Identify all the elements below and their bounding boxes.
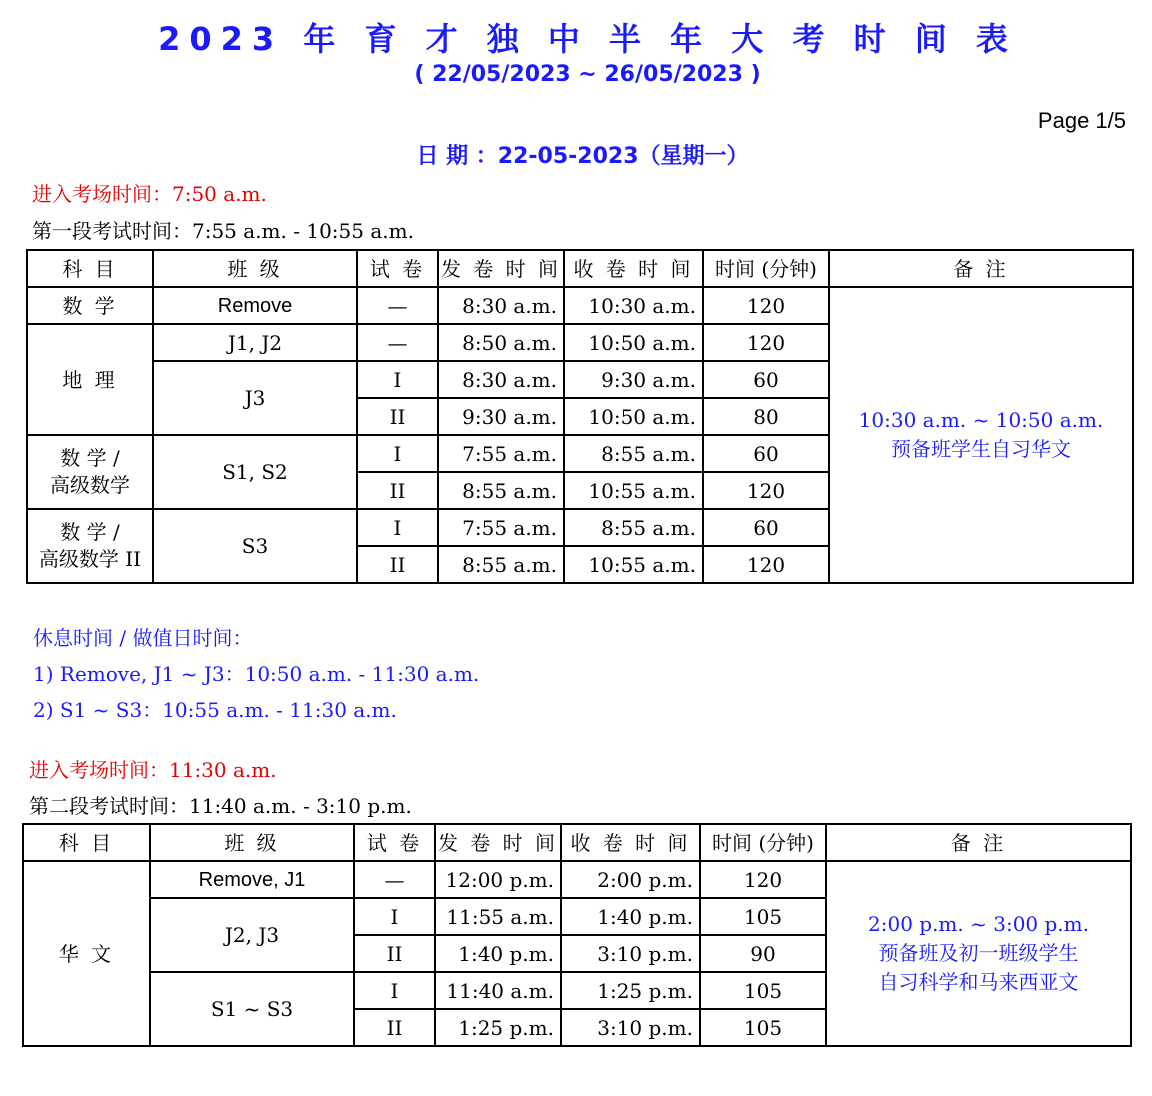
paper-cell: I (354, 898, 435, 935)
class-cell: Remove (153, 287, 357, 324)
paper-cell: — (357, 324, 438, 361)
column-header: 备 注 (829, 250, 1133, 287)
session2-entry-time: 进入考场时间：11:30 a.m. (29, 758, 277, 782)
remarks-cell (826, 861, 1131, 1046)
table-row (27, 287, 1133, 324)
start-time-cell: 1:25 p.m. (435, 1009, 561, 1046)
end-time-cell: 10:50 a.m. (564, 398, 703, 435)
start-time-cell: 8:30 a.m. (438, 361, 564, 398)
end-time-cell: 2:00 p.m. (561, 861, 700, 898)
subject-cell: 数 学 / 高级数学 II (27, 509, 153, 583)
end-time-cell: 9:30 a.m. (564, 361, 703, 398)
subject-cell: 数 学 (27, 287, 153, 324)
end-time-cell: 1:40 p.m. (561, 898, 700, 935)
class-cell: J2, J3 (150, 898, 354, 972)
paper-cell: I (354, 972, 435, 1009)
minutes-cell: 90 (700, 935, 826, 972)
column-header: 班 级 (153, 250, 357, 287)
column-header: 发 卷 时 间 (438, 250, 564, 287)
end-time-cell: 1:25 p.m. (561, 972, 700, 1009)
remark-text: 自习科学和马来西亚文 (878, 970, 1079, 994)
paper-cell: — (354, 861, 435, 898)
table-row (23, 861, 1131, 898)
break-item: 2) S1 ~ S3：10:55 a.m. - 11:30 a.m. (33, 698, 397, 722)
column-header: 收 卷 时 间 (564, 250, 703, 287)
paper-cell: II (354, 935, 435, 972)
end-time-cell: 3:10 p.m. (561, 1009, 700, 1046)
start-time-cell: 8:50 a.m. (438, 324, 564, 361)
column-header: 班 级 (150, 824, 354, 861)
minutes-cell: 120 (703, 324, 829, 361)
paper-cell: I (357, 361, 438, 398)
minutes-cell: 60 (703, 509, 829, 546)
start-time-cell: 7:55 a.m. (438, 509, 564, 546)
end-time-cell: 10:50 a.m. (564, 324, 703, 361)
column-header: 备 注 (826, 824, 1131, 861)
date-range: ( 22/05/2023 ~ 26/05/2023 ) (414, 62, 761, 87)
class-cell: S3 (153, 509, 357, 583)
class-cell: J1, J2 (153, 324, 357, 361)
class-cell: S1 ~ S3 (150, 972, 354, 1046)
minutes-cell: 120 (703, 472, 829, 509)
session1-exam-period: 第一段考试时间：7:55 a.m. - 10:55 a.m. (32, 219, 414, 243)
start-time-cell: 8:55 a.m. (438, 546, 564, 583)
column-header: 科 目 (23, 824, 150, 861)
column-header: 时间 (分钟) (703, 250, 829, 287)
start-time-cell: 11:55 a.m. (435, 898, 561, 935)
end-time-cell: 3:10 p.m. (561, 935, 700, 972)
start-time-cell: 1:40 p.m. (435, 935, 561, 972)
end-time-cell: 10:30 a.m. (564, 287, 703, 324)
minutes-cell: 120 (703, 287, 829, 324)
page-number: Page 1/5 (1037, 108, 1126, 133)
minutes-cell: 105 (700, 898, 826, 935)
end-time-cell: 10:55 a.m. (564, 472, 703, 509)
subject-cell: 数 学 / 高级数学 (27, 435, 153, 509)
table-header-row (27, 250, 1133, 287)
minutes-cell: 120 (703, 546, 829, 583)
paper-cell: II (357, 472, 438, 509)
start-time-cell: 7:55 a.m. (438, 435, 564, 472)
paper-cell: II (357, 546, 438, 583)
column-header: 时间 (分钟) (700, 824, 826, 861)
subject-cell: 地 理 (27, 324, 153, 435)
schedule-title: 2023 年 育 才 独 中 半 年 大 考 时 间 表 (158, 20, 1017, 58)
paper-cell: — (357, 287, 438, 324)
start-time-cell: 8:30 a.m. (438, 287, 564, 324)
end-time-cell: 8:55 a.m. (564, 509, 703, 546)
column-header: 试 卷 (357, 250, 438, 287)
minutes-cell: 105 (700, 1009, 826, 1046)
end-time-cell: 8:55 a.m. (564, 435, 703, 472)
column-header: 试 卷 (354, 824, 435, 861)
exam-date: 日 期 ：22-05-2023（星期一） (416, 144, 749, 169)
class-cell: S1, S2 (153, 435, 357, 509)
start-time-cell: 8:55 a.m. (438, 472, 564, 509)
session1-table (26, 249, 1134, 584)
minutes-cell: 60 (703, 361, 829, 398)
break-title: 休息时间 / 做值日时间： (33, 626, 253, 650)
table-header-row (23, 824, 1131, 861)
remarks-cell (829, 287, 1133, 583)
minutes-cell: 120 (700, 861, 826, 898)
minutes-cell: 80 (703, 398, 829, 435)
remark-time: 2:00 p.m. ~ 3:00 p.m. (868, 912, 1089, 936)
subject-cell: 华 文 (23, 861, 150, 1046)
start-time-cell: 11:40 a.m. (435, 972, 561, 1009)
remark-text: 预备班学生自习华文 (891, 437, 1071, 461)
paper-cell: I (357, 435, 438, 472)
session1-entry-time: 进入考场时间：7:50 a.m. (32, 182, 267, 206)
session2-table (22, 823, 1132, 1047)
minutes-cell: 105 (700, 972, 826, 1009)
class-cell: J3 (153, 361, 357, 435)
end-time-cell: 10:55 a.m. (564, 546, 703, 583)
start-time-cell: 12:00 p.m. (435, 861, 561, 898)
column-header: 科 目 (27, 250, 153, 287)
remark-text: 预备班及初一班级学生 (878, 941, 1079, 965)
remark-time: 10:30 a.m. ~ 10:50 a.m. (858, 408, 1104, 432)
paper-cell: I (357, 509, 438, 546)
column-header: 收 卷 时 间 (561, 824, 700, 861)
break-item: 1) Remove, J1 ~ J3：10:50 a.m. - 11:30 a.m. (33, 662, 480, 686)
paper-cell: II (357, 398, 438, 435)
class-cell: Remove, J1 (150, 861, 354, 898)
column-header: 发 卷 时 间 (435, 824, 561, 861)
start-time-cell: 9:30 a.m. (438, 398, 564, 435)
session2-exam-period: 第二段考试时间：11:40 a.m. - 3:10 p.m. (29, 794, 412, 818)
paper-cell: II (354, 1009, 435, 1046)
minutes-cell: 60 (703, 435, 829, 472)
